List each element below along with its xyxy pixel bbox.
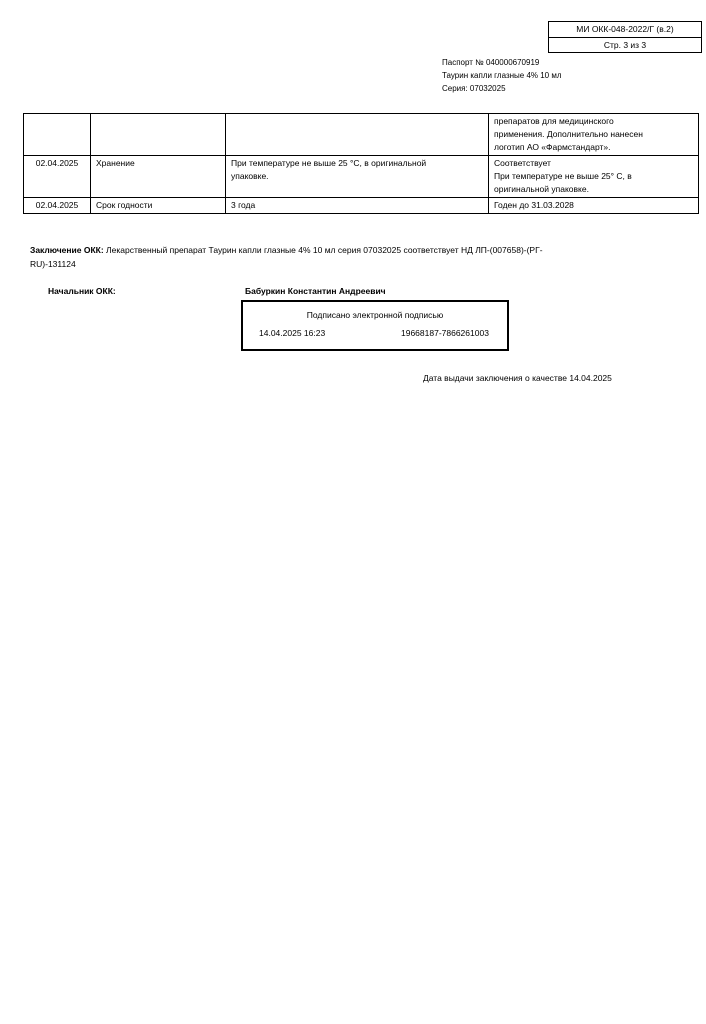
passport-product: Таурин капли глазные 4% 10 мл xyxy=(442,71,562,80)
table-cell-date: 02.04.2025 xyxy=(24,156,91,198)
head-name: Бабуркин Константин Андреевич xyxy=(245,286,386,296)
issue-date: Дата выдачи заключения о качестве 14.04.2025 xyxy=(423,373,612,383)
table-row-shelf-life xyxy=(24,198,699,214)
table-row-storage xyxy=(24,156,699,198)
results-table xyxy=(23,113,699,214)
table-cell-date: 02.04.2025 xyxy=(24,198,91,214)
table-cell-norm: 3 года xyxy=(226,198,489,214)
table-cell-norm: При температуре не выше 25 °С, в оригинальной упаковке. xyxy=(226,156,489,198)
table-cell-result: Соответствует При температуре не выше 25° С, в оригинальной упаковке. xyxy=(489,156,699,198)
conclusion-label: Заключение ОКК: xyxy=(30,245,104,255)
table-cell-result: Годен до 31.03.2028 xyxy=(489,198,699,214)
conclusion xyxy=(30,243,570,271)
document-code: МИ ОКК-048-2022/Г (в.2) xyxy=(549,22,701,38)
table-cell-empty xyxy=(226,114,489,156)
table-cell-indicator: Срок годности xyxy=(91,198,226,214)
passport-number: Паспорт № 040000670919 xyxy=(442,58,540,67)
table-cell-empty xyxy=(91,114,226,156)
page-number: Стр. 3 из 3 xyxy=(603,40,647,50)
conclusion-text: Лекарственный препарат Таурин капли глазные 4% 10 мл серия 07032025 соответствует НД ЛП-(007658)-(РГ-RU)-131124 xyxy=(30,245,543,269)
table-cell-indicator: Хранение xyxy=(91,156,226,198)
signature-code: 19668187-7866261003 xyxy=(401,328,489,338)
table-cell-result: препаратов для медицинского применения. Дополнительно нанесен логотип АО «Фармстандарт». xyxy=(489,114,699,156)
signature-box xyxy=(241,300,509,351)
head-label: Начальник ОКК: xyxy=(48,286,116,296)
document-id-box xyxy=(548,21,702,53)
signature-title: Подписано электронной подписью xyxy=(306,310,444,320)
table-cell-empty xyxy=(24,114,91,156)
table-row-continuation xyxy=(24,114,699,156)
signature-datetime: 14.04.2025 16:23 xyxy=(259,328,326,338)
passport-series: Серия: 07032025 xyxy=(442,84,506,93)
